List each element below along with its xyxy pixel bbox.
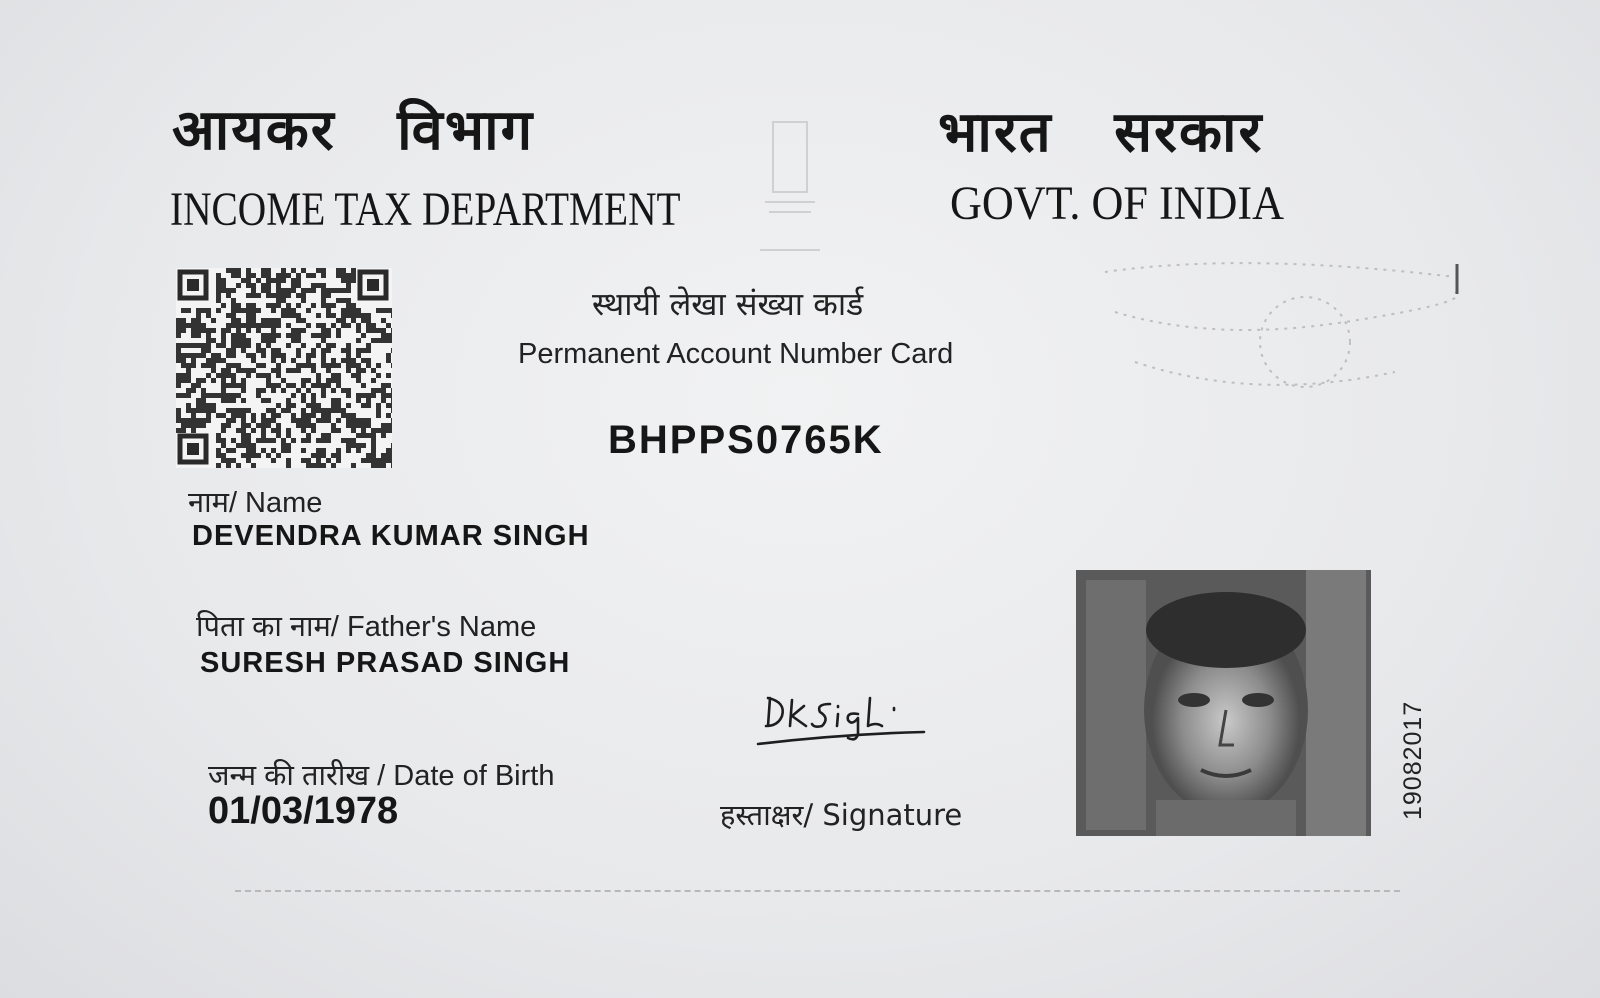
dob-value: 01/03/1978 [208,790,399,832]
signature-label: हस्ताक्षर/ Signature [720,798,963,832]
qr-code-icon [176,268,392,468]
hologram-watermark-icon [1095,252,1475,432]
govt-english: GOVT. OF INDIA [950,177,1285,230]
dept-hindi: आयकर विभाग [172,97,535,163]
emblem-watermark-icon [755,112,825,262]
pan-number: BHPPS0765K [608,418,884,462]
card-title-english: Permanent Account Number Card [518,338,954,370]
signature-image [752,686,932,752]
govt-hindi: भारत सरकार [938,99,1264,165]
card-bottom-edge [235,890,1400,892]
father-name-label: पिता का नाम/ Father's Name [196,611,537,643]
dept-english: INCOME TAX DEPARTMENT [170,183,681,236]
father-name-value: SURESH PRASAD SINGH [200,647,571,679]
issue-code: 19082017 [1399,700,1427,820]
dob-label: जन्म की तारीख / Date of Birth [208,760,555,792]
name-value: DEVENDRA KUMAR SINGH [192,520,590,552]
name-label: नाम/ Name [188,487,323,519]
card-title-hindi: स्थायी लेखा संख्या कार्ड [592,285,864,323]
photo-icon [1076,570,1371,836]
